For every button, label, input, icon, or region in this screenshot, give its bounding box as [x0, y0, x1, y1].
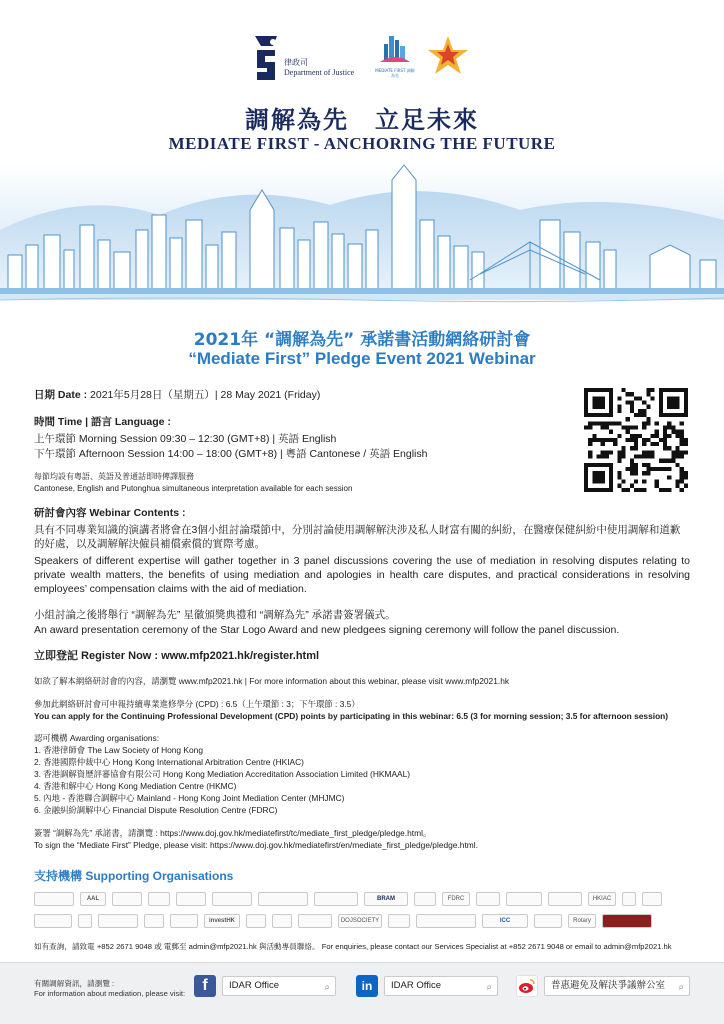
- org-logo: [602, 914, 652, 928]
- webinar-contents-en: Speakers of different expertise will gather together in 3 panel discussions covering the use of mediation in resolving disputes relating to private wealth matters, the benefits of using mediation and apologies in health care disputes, and practical considerations in resolving employees’ compensation claims with the aid of mediation.: [34, 555, 690, 595]
- org-logo: AAL: [80, 892, 106, 906]
- org-logo: investHK: [204, 914, 240, 928]
- org-logo: HKIAC: [588, 892, 616, 906]
- org-logo: [144, 914, 164, 928]
- org-logo: [298, 914, 332, 928]
- org-logo: [314, 892, 358, 906]
- date-label: 日期 Date :: [34, 389, 88, 401]
- linkedin-account-label: IDAR Office: [391, 980, 441, 991]
- org-logo: [642, 892, 662, 906]
- mediate-first-logo: [374, 30, 416, 84]
- footer-social-bar: [0, 962, 724, 1024]
- org-logo: DOJSOCIETY: [338, 914, 382, 928]
- interpretation-note-zh: 每節均設有粵語、英語及普通話即時傳譯服務: [34, 472, 194, 481]
- mediate-first-caption: MEDIATE FIRST 調解為先: [375, 68, 415, 78]
- register-link[interactable]: 立即登記 Register Now : www.mfp2021.hk/register.html: [34, 650, 320, 662]
- linkedin-icon[interactable]: in: [356, 975, 378, 997]
- org-logo: Rotary: [568, 914, 596, 928]
- org-logo: [170, 914, 198, 928]
- awarding-org: 1. 香港律師會 The Law Society of Hong Kong: [34, 745, 203, 755]
- afternoon-session: 下午環節 Afternoon Session 14:00 – 18:00 (GMT+8) | 粵語 Cantonese / 英語 English: [34, 448, 428, 460]
- org-logo: ICC: [482, 914, 528, 928]
- org-logo: [506, 892, 542, 906]
- event-title-chinese: 2021年 “調解為先” 承諾書活動網絡研討會: [193, 330, 531, 350]
- weibo-icon[interactable]: [516, 975, 538, 997]
- org-logo: [34, 892, 74, 906]
- search-icon: ⌕: [678, 982, 684, 993]
- linkedin-search-box[interactable]: [384, 976, 498, 996]
- logo-bar: [0, 28, 724, 88]
- org-logo: [414, 892, 436, 906]
- org-logo: [78, 914, 92, 928]
- org-logo: BRAM: [364, 892, 408, 906]
- time-language-heading: 時間 Time | 語言 Language :: [34, 416, 171, 428]
- org-logo: [622, 892, 636, 906]
- awarding-org: 3. 香港調解資歷評審協會有限公司 Hong Kong Mediation Accreditation Association Limited (HKMAAL): [34, 769, 411, 779]
- footer-label-zh: 有關調解資訊，請瀏覽 :: [34, 979, 115, 988]
- interpretation-note-en: Cantonese, English and Putonghua simultaneous interpretation available for each session: [34, 484, 353, 493]
- supporting-logos-row-2: [34, 912, 690, 930]
- facebook-account-label: IDAR Office: [229, 980, 279, 991]
- facebook-search-box[interactable]: [222, 976, 336, 996]
- doj-name: [284, 58, 354, 78]
- org-logo: [176, 892, 206, 906]
- ceremony-note-zh: 小組討論之後將舉行 “調解為先” 星徽頒獎典禮和 “調解為先” 承諾書簽署儀式。: [34, 609, 396, 621]
- search-icon: ⌕: [324, 982, 330, 993]
- star-logo: [426, 34, 470, 78]
- hong-kong-skyline-illustration: [0, 160, 724, 310]
- doj-name-en: Department of Justice: [284, 68, 355, 77]
- org-logo: [98, 914, 138, 928]
- more-info-line: 如欲了解本網絡研討會的內容，請瀏覽 www.mfp2021.hk | For more information about this webinar, please visit www.mfp2021.hk: [34, 676, 510, 686]
- pledge-link-en[interactable]: To sign the “Mediate First” Pledge, please visit: https://www.doj.gov.hk/mediatefirst/en/mediate_first_pledge/pledge.html.: [34, 840, 478, 850]
- title-english: MEDIATE FIRST - ANCHORING THE FUTURE: [168, 134, 556, 153]
- supporting-organisations-heading: 支持機構 Supporting Organisations: [34, 869, 234, 883]
- date-line: [34, 388, 320, 402]
- org-logo: [112, 892, 142, 906]
- weibo-account-label: 普惠避免及解決爭議辦公室: [551, 980, 666, 991]
- facebook-icon[interactable]: f: [194, 975, 216, 997]
- org-logo: FDRC: [442, 892, 470, 906]
- org-logo: [548, 892, 582, 906]
- org-logo: [534, 914, 562, 928]
- morning-session: 上午環節 Morning Session 09:30 – 12:30 (GMT+8) | 英語 English: [34, 433, 337, 445]
- org-logo: [416, 914, 476, 928]
- org-logo: [148, 892, 170, 906]
- weibo-search-box[interactable]: [544, 976, 690, 996]
- org-logo: [212, 892, 252, 906]
- weibo-glyph: [518, 978, 536, 994]
- registration-qr-code[interactable]: [584, 388, 688, 492]
- awarding-org: 4. 香港和解中心 Hong Kong Mediation Centre (HKMC): [34, 781, 237, 791]
- department-of-justice-logo: [251, 32, 281, 84]
- webinar-contents-zh: 具有不同專業知識的演講者將會在3個小組討論環節中，分別討論使用調解解決涉及私人財富有關的糾紛，在醫療保健糾紛中使用調解和道歉的好處，以及調解解決僱員補償索償的實際考慮。: [34, 524, 681, 550]
- mediate-first-emblem: [374, 30, 416, 68]
- enquiry-line: 如有查詢，請致電 +852 2671 9048 或 電郵至 admin@mfp2021.hk 與活動專員聯絡。 For enquiries, please contact our Services Specialist at +852 2671 9048 or email to admin@mfp2021.hk: [34, 942, 672, 951]
- awarding-org: 2. 香港國際仲裁中心 Hong Kong International Arbitration Centre (HKIAC): [34, 757, 304, 767]
- org-logo: [258, 892, 308, 906]
- pledge-link-zh[interactable]: 簽署 “調解為先” 承諾書，請瀏覽 : https://www.doj.gov.hk/mediatefirst/tc/mediate_first_pledge/pledge.html。: [34, 828, 432, 838]
- supporting-logos-row-1: [34, 890, 690, 908]
- footer-label: [34, 979, 185, 999]
- title-chinese: 調解為先 立足未來: [245, 105, 479, 134]
- cpd-note-zh: 參加此網絡研討會可申報持續專業進修學分 (CPD) : 6.5（上午環節 : 3；下午環節 : 3.5）: [34, 699, 360, 709]
- footer-label-en: For information about mediation, please visit:: [34, 989, 186, 998]
- org-logo: [388, 914, 410, 928]
- ceremony-note-en: An award presentation ceremony of the Star Logo Award and new pledgees signing ceremony will follow the panel discussion.: [34, 624, 620, 636]
- awarding-org: 5. 內地 - 香港聯合調解中心 Mainland - Hong Kong Joint Mediation Center (MHJMC): [34, 793, 345, 803]
- cpd-note-en: You can apply for the Continuing Professional Development (CPD) points by participating in this webinar: 6.5 (3 for morning session; 3.5 for afternoon session): [34, 711, 669, 721]
- org-logo: [476, 892, 500, 906]
- awarding-org: 6. 金融糾紛調解中心 Financial Dispute Resolution Centre (FDRC): [34, 805, 278, 815]
- awarding-heading: 認可機構 Awarding organisations:: [34, 733, 160, 743]
- webinar-contents-heading: 研討會內容 Webinar Contents :: [34, 507, 186, 519]
- org-logo: [272, 914, 292, 928]
- event-title-english: “Mediate First” Pledge Event 2021 Webinar: [188, 349, 536, 368]
- date-value: 2021年5月28日（星期五）| 28 May 2021 (Friday): [87, 389, 321, 401]
- org-logo: [246, 914, 266, 928]
- org-logo: [34, 914, 72, 928]
- doj-name-zh: 律政司: [284, 58, 308, 67]
- search-icon: ⌕: [486, 982, 492, 993]
